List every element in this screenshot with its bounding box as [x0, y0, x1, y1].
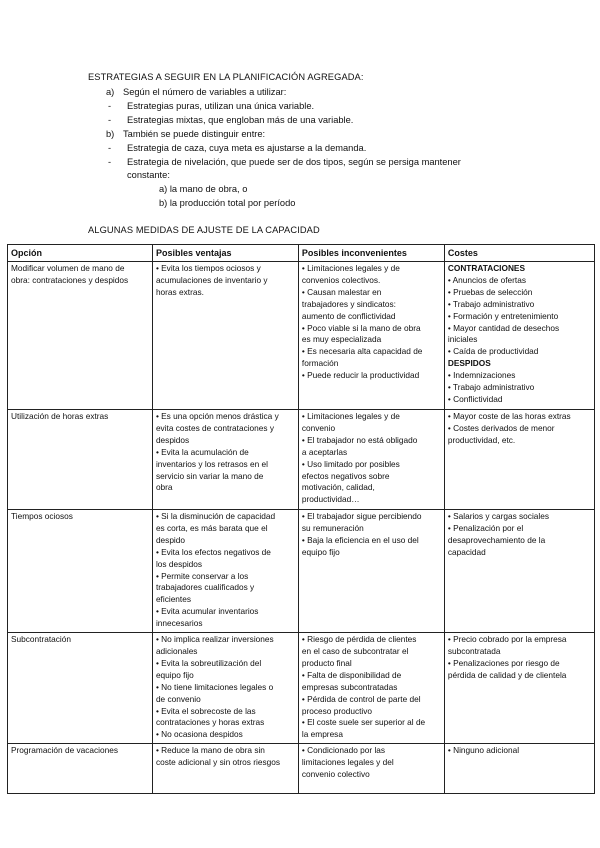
- cell-text-line: evita costes de contrataciones y: [155, 422, 275, 433]
- cell-text-line: trabajadores y sindicatos:: [301, 298, 396, 309]
- drawbacks-cell: [298, 510, 444, 633]
- cell-text-line: limitaciones legales y del: [301, 757, 394, 768]
- cell-text-line: • Evita la sobreutilización del: [155, 657, 262, 668]
- cell-text-line: • Conflictividad: [447, 393, 503, 404]
- column-header-advantages: Posibles ventajas: [152, 245, 298, 262]
- drawbacks-cell: [298, 262, 444, 410]
- capacity-adjustment-table: [7, 244, 595, 794]
- dash-marker: -: [108, 143, 112, 153]
- column-header-costs: Costes: [444, 245, 594, 262]
- cell-text-line: • Poco viable si la mano de obra: [301, 322, 421, 333]
- cell-text-line: aumento de conflictividad: [301, 310, 396, 321]
- cell-text-line: pérdida de calidad y de clientela: [447, 669, 567, 680]
- cell-text-line: • Salarios y cargas sociales: [447, 511, 550, 521]
- cell-text-line: • Precio cobrado por la empresa: [447, 634, 567, 645]
- cell-text-line: a aceptarlas: [301, 446, 348, 457]
- cell-text-line: producto final: [301, 657, 352, 668]
- costs-cell: [444, 744, 594, 794]
- cell-text-line: inventarios y los retrasos en el: [155, 458, 268, 469]
- cell-text-line: productividad, etc.: [447, 434, 516, 445]
- cell-text-line: • Formación y entretenimiento: [447, 310, 559, 321]
- cell-text-line: efectos negativos sobre: [301, 470, 390, 481]
- sub-item-b: b) la producción total por período: [159, 198, 296, 208]
- cost-subheading: DESPIDOS: [447, 358, 491, 369]
- cell-text-line: convenio colectivo: [301, 769, 370, 780]
- sub-item-a: a) la mano de obra, o: [159, 184, 248, 194]
- cell-text-line: servicio sin variar la mano de: [155, 470, 264, 481]
- cell-text-line: convenios colectivos.: [301, 274, 381, 285]
- cell-text-line: • Penalización por el: [447, 522, 524, 533]
- cell-text-line: • Pérdida de control de parte del: [301, 693, 421, 704]
- section-title: ALGUNAS MEDIDAS DE AJUSTE DE LA CAPACIDAD: [88, 225, 320, 235]
- cell-text-line: • No ocasiona despidos: [155, 729, 243, 740]
- cell-text-line: • Limitaciones legales y de: [301, 263, 400, 273]
- list-item-pure-strategies: Estrategias puras, utilizan una única variable.: [127, 101, 315, 111]
- cell-text-line: • Baja la eficiencia en el uso del: [301, 534, 419, 545]
- cell-text-line: capacidad: [447, 546, 486, 557]
- cell-text-line: Subcontratación: [11, 634, 71, 645]
- cell-text-line: desaprovechamiento de la: [447, 534, 546, 545]
- costs-cell: [444, 262, 594, 410]
- cell-text-line: de convenio: [155, 693, 201, 704]
- cell-text-line: Programación de vacaciones: [11, 745, 118, 756]
- option-cell: [8, 262, 153, 410]
- table-header-row: [8, 245, 595, 262]
- cell-text-line: • Penalizaciones por riesgo de: [447, 657, 560, 668]
- option-cell: [8, 510, 153, 633]
- cell-text-line: • Ninguno adicional: [447, 745, 520, 756]
- cell-text-line: • Riesgo de pérdida de clientes: [301, 634, 417, 645]
- cell-text-line: es corta, es más barata que el: [155, 522, 268, 533]
- cell-text-line: formación: [301, 358, 339, 369]
- cell-text-line: • Trabajo administrativo: [447, 298, 535, 309]
- drawbacks-cell: [298, 633, 444, 744]
- drawbacks-cell: [298, 744, 444, 794]
- cell-text-line: • Es necesaria alta capacidad de: [301, 346, 423, 357]
- table-body: [8, 262, 595, 794]
- cell-text-line: convenio: [301, 422, 336, 433]
- cell-text-line: Tiempos ociosos: [11, 511, 73, 521]
- cell-text-line: • Evita los tiempos ociosos y: [155, 263, 261, 273]
- cost-subheading: CONTRATACIONES: [447, 263, 526, 273]
- cell-text-line: acumulaciones de inventario y: [155, 274, 268, 285]
- cell-text-line: productividad…: [301, 494, 360, 505]
- list-item-mixed-strategies: Estrategias mixtas, que engloban más de una variable.: [127, 115, 354, 125]
- cell-text-line: obra: contrataciones y despidos: [11, 274, 129, 285]
- cell-text-line: • Causan malestar en: [301, 286, 382, 297]
- cell-text-line: despido: [155, 534, 186, 545]
- cell-text-line: • Es una opción menos drástica y: [155, 411, 279, 421]
- cell-text-line: es muy especializada: [301, 334, 382, 345]
- list-item-level-strategy: Estrategia de nivelación, que puede ser de dos tipos, según se persiga mantener: [127, 157, 461, 167]
- cell-text-line: • No tiene limitaciones legales o: [155, 681, 274, 692]
- dash-marker: -: [108, 157, 112, 167]
- table-row: [8, 633, 595, 744]
- cell-text-line: horas extras.: [155, 286, 204, 297]
- table-row: [8, 744, 595, 794]
- table-row: [8, 262, 595, 410]
- cell-text-line: • El trabajador sigue percibiendo: [301, 511, 422, 521]
- cell-text-line: la empresa: [301, 729, 343, 740]
- cell-text-line: Utilización de horas extras: [11, 411, 109, 421]
- cell-text-line: empresas subcontratadas: [301, 681, 398, 692]
- cell-text-line: despidos: [155, 434, 190, 445]
- drawbacks-cell: [298, 410, 444, 510]
- cell-text-line: adicionales: [155, 645, 198, 656]
- cell-text-line: • Caída de productividad: [447, 346, 539, 357]
- cell-text-line: en el caso de subcontratar el: [301, 645, 409, 656]
- cell-text-line: eficientes: [155, 594, 191, 605]
- cell-text-line: • Mayor coste de las horas extras: [447, 411, 571, 421]
- column-header-drawbacks: Posibles inconvenientes: [298, 245, 444, 262]
- cell-text-line: • Puede reducir la productividad: [301, 370, 420, 381]
- cell-text-line: los despidos: [155, 558, 203, 569]
- costs-cell: [444, 633, 594, 744]
- cell-text-line: • Evita acumular inventarios: [155, 606, 259, 617]
- dash-marker: -: [108, 115, 112, 125]
- cell-text-line: • Indemnizaciones: [447, 370, 516, 381]
- cell-text-line: • Condicionado por las: [301, 745, 386, 756]
- option-cell: [8, 633, 153, 744]
- costs-cell: [444, 410, 594, 510]
- cell-text-line: subcontratada: [447, 645, 501, 656]
- strategies-title: ESTRATEGIAS A SEGUIR EN LA PLANIFICACIÓN AGREGADA:: [88, 72, 364, 82]
- costs-cell: [444, 510, 594, 633]
- advantages-cell: [152, 744, 298, 794]
- cell-text-line: • Uso limitado por posibles: [301, 458, 400, 469]
- column-header-option: Opción: [8, 245, 153, 262]
- advantages-cell: [152, 262, 298, 410]
- cell-text-line: trabajadores cualificados y: [155, 582, 255, 593]
- list-marker-a: a): [106, 87, 115, 97]
- cell-text-line: • El coste suele ser superior al de: [301, 717, 426, 728]
- cell-text-line: obra: [155, 482, 173, 493]
- list-item-chase-strategy: Estrategia de caza, cuya meta es ajustarse a la demanda.: [127, 143, 367, 153]
- cell-text-line: • Limitaciones legales y de: [301, 411, 400, 421]
- advantages-cell: [152, 633, 298, 744]
- cell-text-line: innecesarios: [155, 618, 203, 629]
- cell-text-line: equipo fijo: [301, 546, 340, 557]
- cell-text-line: • El trabajador no está obligado: [301, 434, 418, 445]
- cell-text-line: • Evita los efectos negativos de: [155, 546, 271, 557]
- cell-text-line: • Pruebas de selección: [447, 286, 533, 297]
- cell-text-line: contrataciones y horas extras: [155, 717, 265, 728]
- cell-text-line: • Reduce la mano de obra sin: [155, 745, 265, 756]
- cell-text-line: • Si la disminución de capacidad: [155, 511, 276, 521]
- cell-text-line: iniciales: [447, 334, 478, 345]
- cell-text-line: • Trabajo administrativo: [447, 382, 535, 393]
- cell-text-line: • Evita el sobrecoste de las: [155, 705, 256, 716]
- cell-text-line: • Mayor cantidad de desechos: [447, 322, 560, 333]
- table-row: [8, 410, 595, 510]
- list-marker-b: b): [106, 129, 115, 139]
- advantages-cell: [152, 510, 298, 633]
- cell-text-line: su remuneración: [301, 522, 364, 533]
- cell-text-line: • Permite conservar a los: [155, 570, 249, 581]
- cell-text-line: motivación, calidad,: [301, 482, 375, 493]
- cell-text-line: coste adicional y sin otros riesgos: [155, 757, 280, 768]
- cell-text-line: • Evita la acumulación de: [155, 446, 249, 457]
- cell-text-line: • No implica realizar inversiones: [155, 634, 274, 645]
- option-cell: [8, 744, 153, 794]
- dash-marker: -: [108, 101, 112, 111]
- cell-text-line: proceso productivo: [301, 705, 373, 716]
- list-item-level-strategy-cont: constante:: [127, 170, 170, 180]
- list-item-a-text: Según el número de variables a utilizar:: [123, 87, 287, 97]
- cell-text-line: Modificar volumen de mano de: [11, 263, 125, 273]
- cell-text-line: • Falta de disponibilidad de: [301, 669, 402, 680]
- option-cell: [8, 410, 153, 510]
- cell-text-line: • Anuncios de ofertas: [447, 274, 526, 285]
- cell-text-line: • Costes derivados de menor: [447, 422, 555, 433]
- list-item-b-text: También se puede distinguir entre:: [123, 129, 266, 139]
- table-row: [8, 510, 595, 633]
- advantages-cell: [152, 410, 298, 510]
- cell-text-line: equipo fijo: [155, 669, 194, 680]
